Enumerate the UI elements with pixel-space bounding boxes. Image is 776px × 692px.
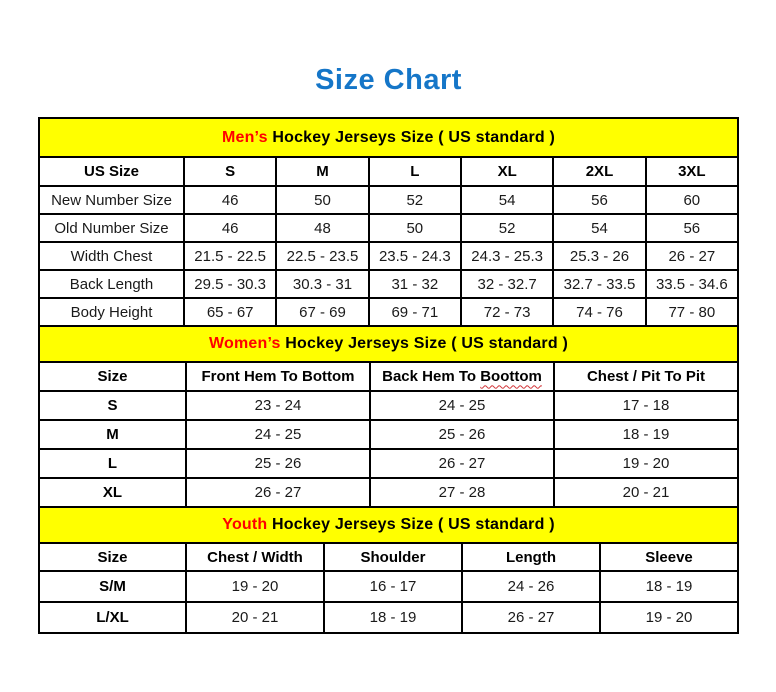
men-data-row (39, 242, 738, 270)
men-data-row (39, 186, 738, 214)
men-data-row (39, 298, 738, 326)
size-value: 72 - 73 (461, 298, 553, 326)
womens-size-table (38, 325, 739, 508)
men-column-header: 2XL (553, 157, 645, 186)
youth-column-header: Size (39, 543, 186, 571)
women-section-banner-row (39, 326, 738, 362)
size-value: 50 (276, 186, 368, 214)
size-value: 19 - 20 (600, 602, 738, 633)
size-value: 48 (276, 214, 368, 242)
size-value: 46 (184, 186, 276, 214)
size-value: 52 (369, 186, 461, 214)
row-label: L/XL (39, 602, 186, 633)
size-value: 50 (369, 214, 461, 242)
women-section-name: Women’s (209, 335, 281, 353)
row-label: S (39, 391, 186, 420)
women-column-header: Front Hem To Bottom (186, 362, 370, 391)
size-value: 69 - 71 (369, 298, 461, 326)
size-value: 26 - 27 (186, 478, 370, 507)
womens-table-body (39, 326, 738, 507)
size-value: 24.3 - 25.3 (461, 242, 553, 270)
size-value: 24 - 26 (462, 571, 600, 602)
size-value: 24 - 25 (186, 420, 370, 449)
size-value: 60 (646, 186, 738, 214)
size-value: 67 - 69 (276, 298, 368, 326)
women-column-header-row (39, 362, 738, 391)
youth-column-header: Shoulder (324, 543, 462, 571)
youth-size-table (38, 506, 739, 634)
mens-table-body (39, 118, 738, 326)
youth-column-header-row (39, 543, 738, 571)
youth-section-banner-row (39, 507, 738, 543)
size-value: 32 - 32.7 (461, 270, 553, 298)
row-label: S/M (39, 571, 186, 602)
size-value: 18 - 19 (554, 420, 738, 449)
row-label: M (39, 420, 186, 449)
men-section-banner (39, 118, 738, 157)
women-column-header (370, 362, 554, 391)
women-data-row (39, 391, 738, 420)
size-value: 25 - 26 (186, 449, 370, 478)
youth-table-body (39, 507, 738, 633)
row-label: L (39, 449, 186, 478)
row-label: New Number Size (39, 186, 184, 214)
women-data-row (39, 449, 738, 478)
men-column-header: 3XL (646, 157, 738, 186)
women-column-header: Chest / Pit To Pit (554, 362, 738, 391)
men-column-header: L (369, 157, 461, 186)
size-value: 30.3 - 31 (276, 270, 368, 298)
size-value: 52 (461, 214, 553, 242)
size-value: 31 - 32 (369, 270, 461, 298)
size-value: 33.5 - 34.6 (646, 270, 738, 298)
size-value: 77 - 80 (646, 298, 738, 326)
women-column-header: Size (39, 362, 186, 391)
size-value: 19 - 20 (554, 449, 738, 478)
men-column-header: M (276, 157, 368, 186)
size-value: 32.7 - 33.5 (553, 270, 645, 298)
size-value: 20 - 21 (186, 602, 324, 633)
women-section-banner-text: Hockey Jerseys Size ( US standard ) (280, 335, 568, 353)
men-section-banner-row (39, 118, 738, 157)
youth-column-header: Length (462, 543, 600, 571)
size-value: 25.3 - 26 (553, 242, 645, 270)
column-header-text: Back Hem To (382, 368, 481, 386)
youth-data-row (39, 602, 738, 633)
mens-size-table (38, 117, 739, 327)
size-value: 23 - 24 (186, 391, 370, 420)
size-value: 46 (184, 214, 276, 242)
size-value: 65 - 67 (184, 298, 276, 326)
page-title: Size Chart (315, 64, 462, 96)
size-value: 25 - 26 (370, 420, 554, 449)
men-column-header-row (39, 157, 738, 186)
size-value: 27 - 28 (370, 478, 554, 507)
size-value: 21.5 - 22.5 (184, 242, 276, 270)
men-column-header: US Size (39, 157, 184, 186)
size-value: 56 (646, 214, 738, 242)
row-label: Width Chest (39, 242, 184, 270)
row-label: Old Number Size (39, 214, 184, 242)
size-value: 23.5 - 24.3 (369, 242, 461, 270)
size-value: 18 - 19 (324, 602, 462, 633)
size-value: 29.5 - 30.3 (184, 270, 276, 298)
size-value: 17 - 18 (554, 391, 738, 420)
youth-section-banner-text: Hockey Jerseys Size ( US standard ) (267, 516, 555, 534)
men-column-header: S (184, 157, 276, 186)
size-value: 22.5 - 23.5 (276, 242, 368, 270)
size-value: 24 - 25 (370, 391, 554, 420)
size-tables-stack (38, 117, 739, 634)
size-value: 54 (461, 186, 553, 214)
row-label: XL (39, 478, 186, 507)
size-value: 74 - 76 (553, 298, 645, 326)
size-value: 56 (553, 186, 645, 214)
size-value: 16 - 17 (324, 571, 462, 602)
row-label: Back Length (39, 270, 184, 298)
size-value: 26 - 27 (370, 449, 554, 478)
size-value: 54 (553, 214, 645, 242)
men-section-banner-text: Hockey Jerseys Size ( US standard ) (267, 128, 556, 146)
men-section-name: Men’s (221, 128, 268, 146)
men-data-row (39, 214, 738, 242)
youth-data-row (39, 571, 738, 602)
women-data-row (39, 478, 738, 507)
youth-column-header: Sleeve (600, 543, 738, 571)
youth-column-header: Chest / Width (186, 543, 324, 571)
youth-section-banner (39, 507, 738, 543)
size-value: 20 - 21 (554, 478, 738, 507)
men-column-header: XL (461, 157, 553, 186)
women-section-banner (39, 326, 738, 362)
men-data-row (39, 270, 738, 298)
size-value: 19 - 20 (186, 571, 324, 602)
misspelled-word: Boottom (480, 368, 542, 386)
size-value: 26 - 27 (646, 242, 738, 270)
row-label: Body Height (39, 298, 184, 326)
women-data-row (39, 420, 738, 449)
size-chart-sheet (38, 64, 739, 634)
size-value: 26 - 27 (462, 602, 600, 633)
youth-section-name: Youth (222, 516, 268, 534)
size-value: 18 - 19 (600, 571, 738, 602)
